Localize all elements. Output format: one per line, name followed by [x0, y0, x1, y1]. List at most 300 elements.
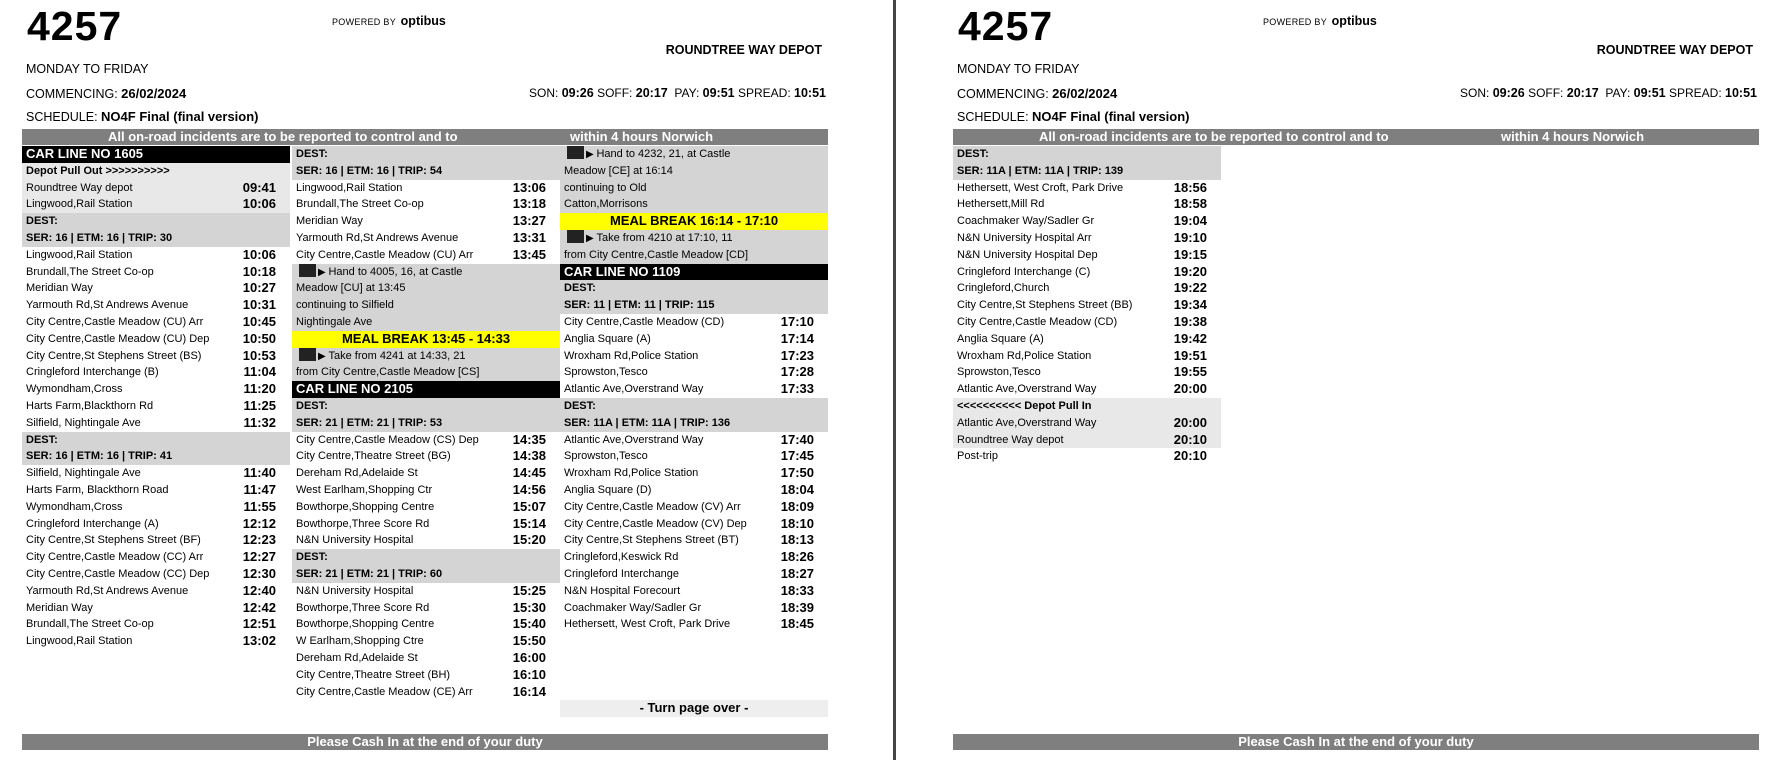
row-time: 15:07 — [512, 498, 546, 514]
schedule-row — [560, 381, 828, 398]
vehicle-block-icon — [299, 348, 316, 361]
schedule-row — [292, 180, 560, 197]
row-text: Cringleford,Keswick Rd — [564, 551, 679, 564]
pay-value: 09:51 — [1633, 86, 1666, 100]
turn-page-wrap — [560, 700, 828, 717]
schedule-row — [953, 247, 1221, 264]
row-time: 17:10 — [780, 313, 814, 329]
row-text: Depot Pull Out >>>>>>>>>> — [26, 164, 170, 177]
row-text: City Centre,St Stephens Street (BB) — [957, 299, 1133, 312]
schedule-row — [953, 331, 1221, 348]
schedule-row — [22, 331, 290, 348]
incident-text-a: All on-road incidents are to be reported to control and to — [1039, 129, 1389, 144]
row-text: Cringleford Interchange (A) — [26, 517, 159, 530]
row-text: Sprowston,Tesco — [564, 450, 648, 463]
row-text: City Centre,Castle Meadow (CV) Arr — [564, 500, 741, 513]
row-time: 10:31 — [242, 297, 276, 313]
row-time: 19:10 — [1173, 229, 1207, 245]
row-text: Coachmaker Way/Sadler Gr — [957, 215, 1095, 228]
schedule-row — [292, 499, 560, 516]
row-time: 10:18 — [242, 263, 276, 279]
row-time: 09:41 — [242, 179, 276, 195]
schedule-row — [560, 583, 828, 600]
depot-name: ROUNDTREE WAY DEPOT — [665, 43, 822, 57]
row-text: DEST: — [296, 148, 328, 160]
schedule — [26, 109, 259, 124]
row-time: 20:00 — [1173, 381, 1207, 397]
schedule-row — [953, 180, 1221, 197]
schedule-row — [292, 616, 560, 633]
row-time: 20:10 — [1173, 431, 1207, 447]
row-time: 17:14 — [780, 330, 814, 346]
row-text: DEST: — [957, 148, 989, 160]
row-text: Bowthorpe,Shopping Centre — [296, 618, 435, 631]
row-text: Nightingale Ave — [296, 315, 373, 328]
row-text: <<<<<<<<<< Depot Pull In — [957, 399, 1092, 412]
row-text: Atlantic Ave,Overstrand Way — [957, 383, 1097, 396]
handover-note — [292, 364, 560, 381]
row-time: 16:10 — [512, 666, 546, 682]
vehicle-block-icon — [299, 264, 316, 277]
soff-label: SOFF: — [597, 86, 633, 100]
schedule-row — [292, 213, 560, 230]
car-line-header — [292, 381, 560, 398]
row-text: CAR LINE NO 1605 — [26, 146, 144, 161]
operating-days: MONDAY TO FRIDAY — [26, 62, 149, 76]
incident-text-b: within 4 hours Norwich — [570, 129, 714, 144]
schedule-row — [292, 465, 560, 482]
schedule-row — [953, 364, 1221, 381]
schedule-row — [22, 583, 290, 600]
row-time: 19:15 — [1173, 246, 1207, 262]
row-text: Lingwood,Rail Station — [296, 181, 403, 194]
row-text: City Centre,Castle Meadow (CC) Arr — [26, 551, 204, 564]
schedule-row — [22, 381, 290, 398]
schedule-row — [953, 264, 1221, 281]
schedule-row — [953, 280, 1221, 297]
schedule-row — [22, 482, 290, 499]
spread-value: 10:51 — [794, 86, 826, 100]
schedule-row — [560, 348, 828, 365]
row-time: 13:45 — [512, 246, 546, 262]
row-time: 12:23 — [242, 532, 276, 548]
schedule-row — [292, 633, 560, 650]
schedule-row — [22, 566, 290, 583]
row-text: Roundtree Way depot — [957, 433, 1064, 446]
schedule-label: SCHEDULE: — [26, 110, 98, 124]
schedule-row — [22, 415, 290, 432]
row-text: Meridian Way — [26, 601, 93, 614]
row-text: Anglia Square (D) — [564, 483, 652, 496]
dest-header — [292, 146, 560, 163]
schedule — [957, 109, 1190, 124]
row-text: N&N University Hospital Arr — [957, 231, 1092, 244]
row-time: 20:10 — [1173, 448, 1207, 464]
schedule-row — [22, 465, 290, 482]
schedule-row — [560, 331, 828, 348]
row-text: Silfield, Nightingale Ave — [26, 467, 141, 480]
operating-days: MONDAY TO FRIDAY — [957, 62, 1080, 76]
row-text: DEST: — [564, 399, 596, 412]
row-time: 17:23 — [780, 347, 814, 363]
row-time: 13:27 — [512, 213, 546, 229]
row-text: MEAL BREAK 13:45 - 14:33 — [341, 330, 511, 346]
row-time: 13:18 — [512, 196, 546, 212]
row-time: 15:50 — [512, 633, 546, 649]
row-text: from City Centre,Castle Meadow [CS] — [296, 366, 480, 379]
handover-note — [292, 297, 560, 314]
powered-by-label: POWERED BY — [332, 17, 396, 27]
row-time: 19:20 — [1173, 263, 1207, 279]
row-time: 18:13 — [780, 532, 814, 548]
row-text: Hand to 4005, 16, at Castle — [328, 265, 463, 278]
row-text: Meadow [CE] at 16:14 — [564, 164, 673, 177]
row-text: Cringleford Interchange — [564, 567, 679, 580]
spread-label: SPREAD: — [1668, 86, 1722, 100]
schedule-row — [22, 280, 290, 297]
cash-in-banner: Please Cash In at the end of your duty — [22, 734, 828, 750]
row-time: 11:47 — [243, 481, 276, 497]
commencing-date: 26/02/2024 — [1052, 86, 1118, 101]
schedule-row — [292, 516, 560, 533]
row-time: 18:10 — [780, 515, 814, 531]
row-text: SER: 21 | ETM: 21 | TRIP: 53 — [296, 416, 443, 429]
schedule-row — [560, 499, 828, 516]
schedule-row — [560, 566, 828, 583]
schedule-row — [560, 549, 828, 566]
row-text: Hethersett, West Croft, Park Drive — [564, 618, 731, 631]
schedule-row — [22, 633, 290, 650]
car-line-header — [560, 264, 828, 281]
row-text: CAR LINE NO 1109 — [564, 263, 681, 279]
schedule-row — [292, 432, 560, 449]
schedule-row — [22, 196, 290, 213]
brand-logo: optibus — [400, 14, 446, 28]
row-text: MEAL BREAK 16:14 - 17:10 — [609, 213, 779, 229]
schedule-row — [953, 297, 1221, 314]
powered-by — [332, 14, 446, 28]
row-text: Yarmouth Rd,St Andrews Avenue — [26, 584, 189, 597]
dest-header — [560, 297, 828, 314]
pay-label: PAY: — [674, 86, 700, 100]
dest-header — [560, 415, 828, 432]
dest-header — [22, 432, 290, 449]
row-text: CAR LINE NO 2105 — [296, 381, 414, 397]
page-divider — [893, 0, 896, 760]
row-time: 18:04 — [780, 481, 814, 497]
row-time: 19:38 — [1173, 313, 1207, 329]
handover-note — [560, 163, 828, 180]
handover-note — [292, 348, 560, 365]
row-time: 15:14 — [512, 515, 546, 531]
schedule-row — [292, 196, 560, 213]
spread-value: 10:51 — [1725, 86, 1757, 100]
schedule-row — [22, 364, 290, 381]
handover-note — [560, 230, 828, 247]
soff-value: 20:17 — [1566, 86, 1599, 100]
meal-break — [292, 331, 560, 348]
schedule-row — [22, 532, 290, 549]
row-text: Meridian Way — [26, 282, 93, 295]
row-time: 18:39 — [780, 599, 814, 615]
row-text: N&N University Hospital — [296, 584, 414, 597]
schedule-row — [560, 465, 828, 482]
row-time: 14:38 — [512, 448, 546, 464]
row-time: 10:27 — [242, 280, 276, 296]
row-time: 12:12 — [242, 515, 276, 531]
row-time: 11:40 — [243, 465, 276, 481]
son-label: SON: — [1460, 86, 1490, 100]
row-time: 14:35 — [512, 431, 546, 447]
dest-header — [292, 398, 560, 415]
schedule-row — [22, 314, 290, 331]
row-text: Atlantic Ave,Overstrand Way — [564, 383, 704, 396]
row-text: SER: 16 | ETM: 16 | TRIP: 30 — [26, 231, 173, 244]
schedule-row — [953, 348, 1221, 365]
row-text: Dereham Rd,Adelaide St — [296, 467, 418, 480]
arrow-right-icon: ▶ — [586, 232, 597, 244]
row-text: Lingwood,Rail Station — [26, 198, 133, 211]
row-text: SER: 21 | ETM: 21 | TRIP: 60 — [296, 567, 443, 580]
row-text: SER: 11A | ETM: 11A | TRIP: 136 — [564, 416, 731, 429]
row-time: 11:20 — [243, 381, 276, 397]
row-time: 18:26 — [780, 549, 814, 565]
row-text: SER: 16 | ETM: 16 | TRIP: 54 — [296, 164, 443, 177]
row-text: City Centre,Theatre Street (BH) — [296, 668, 451, 681]
schedule-row — [560, 482, 828, 499]
row-time: 10:45 — [242, 313, 276, 329]
row-text: DEST: — [26, 215, 58, 228]
schedule-row — [22, 616, 290, 633]
row-time: 19:51 — [1173, 347, 1207, 363]
row-text: from City Centre,Castle Meadow [CD] — [564, 248, 748, 261]
schedule-row — [22, 499, 290, 516]
row-text: DEST: — [296, 551, 328, 564]
schedule-row — [22, 398, 290, 415]
schedule-row — [22, 297, 290, 314]
row-time: 15:20 — [512, 532, 546, 548]
commencing-label: COMMENCING: — [26, 87, 118, 101]
row-time: 18:09 — [780, 498, 814, 514]
row-text: Meridian Way — [296, 215, 363, 228]
cash-in-banner: Please Cash In at the end of your duty — [953, 734, 1759, 750]
schedule-row — [292, 600, 560, 617]
schedule-column-1 — [22, 146, 290, 650]
schedule-row — [22, 516, 290, 533]
row-text: SER: 16 | ETM: 16 | TRIP: 41 — [26, 450, 173, 463]
son-label: SON: — [529, 86, 559, 100]
handover-note — [560, 146, 828, 163]
incident-text-a: All on-road incidents are to be reported to control and to — [108, 129, 458, 144]
row-text: DEST: — [26, 433, 58, 446]
powered-by — [1263, 14, 1377, 28]
row-text: SER: 11 | ETM: 11 | TRIP: 115 — [564, 299, 715, 312]
schedule-row — [292, 482, 560, 499]
row-time: 17:50 — [780, 465, 814, 481]
row-text: Cringleford,Church — [957, 282, 1050, 295]
row-text: City Centre,Castle Meadow (CS) Dep — [296, 433, 479, 446]
row-text: Harts Farm,Blackthorn Rd — [26, 399, 154, 412]
row-text: City Centre,St Stephens Street (BS) — [26, 349, 202, 362]
row-time: 19:55 — [1173, 364, 1207, 380]
schedule-row — [22, 247, 290, 264]
row-time: 14:56 — [512, 481, 546, 497]
row-text: Meadow [CU] at 13:45 — [296, 282, 406, 295]
schedule-row — [953, 432, 1221, 449]
schedule-row — [22, 549, 290, 566]
row-time: 19:42 — [1173, 330, 1207, 346]
vehicle-block-icon — [567, 230, 584, 243]
row-text: City Centre,St Stephens Street (BT) — [564, 534, 739, 547]
row-text: City Centre,Castle Meadow (CC) Dep — [26, 567, 210, 580]
row-text: Lingwood,Rail Station — [26, 248, 133, 261]
row-text: City Centre,St Stephens Street (BF) — [26, 534, 201, 547]
row-text: Yarmouth Rd,St Andrews Avenue — [296, 231, 459, 244]
row-text: West Earlham,Shopping Ctr — [296, 483, 433, 496]
row-text: Sprowston,Tesco — [957, 366, 1041, 379]
soff-label: SOFF: — [1528, 86, 1564, 100]
schedule-column-3 — [560, 146, 828, 633]
row-text: Post-trip — [957, 450, 998, 463]
row-text: SER: 11A | ETM: 11A | TRIP: 139 — [957, 164, 1124, 177]
row-time: 12:40 — [242, 582, 276, 598]
row-time: 12:27 — [242, 549, 276, 565]
row-text: Bowthorpe,Three Score Rd — [296, 517, 430, 530]
schedule-row — [953, 314, 1221, 331]
row-time: 17:45 — [780, 448, 814, 464]
row-text: DEST: — [564, 282, 596, 295]
duty-number: 4257 — [958, 3, 1054, 49]
row-text: Anglia Square (A) — [564, 332, 651, 345]
row-time: 18:27 — [780, 565, 814, 581]
row-time: 13:06 — [512, 179, 546, 195]
son-value: 09:26 — [561, 86, 594, 100]
schedule-row — [22, 264, 290, 281]
row-text: Dereham Rd,Adelaide St — [296, 651, 418, 664]
schedule-value: NO4F Final (final version) — [101, 109, 259, 124]
schedule-row — [292, 583, 560, 600]
schedule-row — [560, 616, 828, 633]
car-line-header — [22, 146, 290, 163]
meal-break — [560, 213, 828, 230]
shift-times — [529, 86, 830, 100]
row-text: Hethersett, West Croft, Park Drive — [957, 181, 1124, 194]
handover-note — [560, 247, 828, 264]
row-time: 19:34 — [1173, 297, 1207, 313]
schedule-column-4 — [953, 146, 1221, 465]
row-text: Bowthorpe,Three Score Rd — [296, 601, 430, 614]
arrow-right-icon: ▶ — [318, 266, 329, 278]
row-time: 11:55 — [243, 498, 276, 514]
row-time: 12:51 — [242, 616, 276, 632]
schedule-row — [292, 247, 560, 264]
row-text: City Centre,Castle Meadow (CD) — [564, 315, 725, 328]
row-text: Silfield, Nightingale Ave — [26, 416, 141, 429]
row-text: Brundall,The Street Co-op — [26, 618, 154, 631]
schedule-row — [292, 448, 560, 465]
schedule-value: NO4F Final (final version) — [1032, 109, 1190, 124]
row-time: 20:00 — [1173, 414, 1207, 430]
row-text: City Centre,Castle Meadow (CD) — [957, 315, 1118, 328]
row-time: 10:06 — [242, 246, 276, 262]
row-text: continuing to Silfield — [296, 299, 394, 312]
row-time: 17:33 — [780, 381, 814, 397]
schedule-label: SCHEDULE: — [957, 110, 1029, 124]
spread-label: SPREAD: — [737, 86, 791, 100]
commencing — [26, 86, 186, 101]
row-text: Catton,Morrisons — [564, 198, 648, 211]
row-time: 18:33 — [780, 582, 814, 598]
row-text: Wroxham Rd,Police Station — [957, 349, 1092, 362]
row-time: 11:32 — [243, 414, 276, 430]
handover-note — [292, 314, 560, 331]
row-time: 18:58 — [1173, 196, 1207, 212]
dest-header — [953, 146, 1221, 163]
schedule-row — [292, 684, 560, 701]
incident-text-b: within 4 hours Norwich — [1501, 129, 1645, 144]
schedule-row — [292, 230, 560, 247]
row-time: 14:45 — [512, 465, 546, 481]
row-text: continuing to Old — [564, 181, 647, 194]
row-text: N&N University Hospital — [296, 534, 414, 547]
schedule-row — [560, 516, 828, 533]
row-text: Lingwood,Rail Station — [26, 635, 133, 648]
row-text: Hethersett,Mill Rd — [957, 198, 1045, 211]
row-time: 11:25 — [243, 397, 276, 413]
row-text: Atlantic Ave,Overstrand Way — [564, 433, 704, 446]
schedule-page-2 — [953, 0, 1761, 760]
row-time: 19:04 — [1173, 213, 1207, 229]
row-time: 17:28 — [780, 364, 814, 380]
row-text: Cringleford Interchange (B) — [26, 366, 159, 379]
soff-value: 20:17 — [635, 86, 668, 100]
schedule-row — [560, 532, 828, 549]
depot-movement — [953, 398, 1221, 415]
row-text: Brundall,The Street Co-op — [26, 265, 154, 278]
row-time: 17:40 — [780, 431, 814, 447]
dest-header — [292, 566, 560, 583]
row-text: Take from 4241 at 14:33, 21 — [328, 349, 466, 362]
schedule-row — [953, 415, 1221, 432]
row-time: 10:06 — [242, 196, 276, 212]
row-time: 16:14 — [512, 683, 546, 699]
commencing — [957, 86, 1117, 101]
arrow-right-icon: ▶ — [318, 350, 329, 362]
row-time: 15:40 — [512, 616, 546, 632]
schedule-row — [22, 348, 290, 365]
row-text: N&N Hospital Forecourt — [564, 584, 681, 597]
row-text: Roundtree Way depot — [26, 181, 133, 194]
arrow-right-icon: ▶ — [586, 149, 597, 160]
row-text: Wymondham,Cross — [26, 500, 123, 513]
row-time: 16:00 — [512, 649, 546, 665]
duty-number: 4257 — [27, 3, 123, 49]
row-text: Atlantic Ave,Overstrand Way — [957, 416, 1097, 429]
row-text: W Earlham,Shopping Ctre — [296, 635, 424, 648]
row-text: Take from 4210 at 17:10, 11 — [596, 231, 733, 244]
row-time: 15:30 — [512, 599, 546, 615]
dest-header — [292, 549, 560, 566]
schedule-row — [22, 180, 290, 197]
row-text: City Centre,Theatre Street (BG) — [296, 450, 451, 463]
schedule-row — [560, 448, 828, 465]
schedule-row — [560, 432, 828, 449]
row-text: Harts Farm, Blackthorn Road — [26, 483, 169, 496]
schedule-row — [560, 600, 828, 617]
row-time: 18:56 — [1173, 179, 1207, 195]
row-time: 18:45 — [780, 616, 814, 632]
handover-note — [292, 264, 560, 281]
